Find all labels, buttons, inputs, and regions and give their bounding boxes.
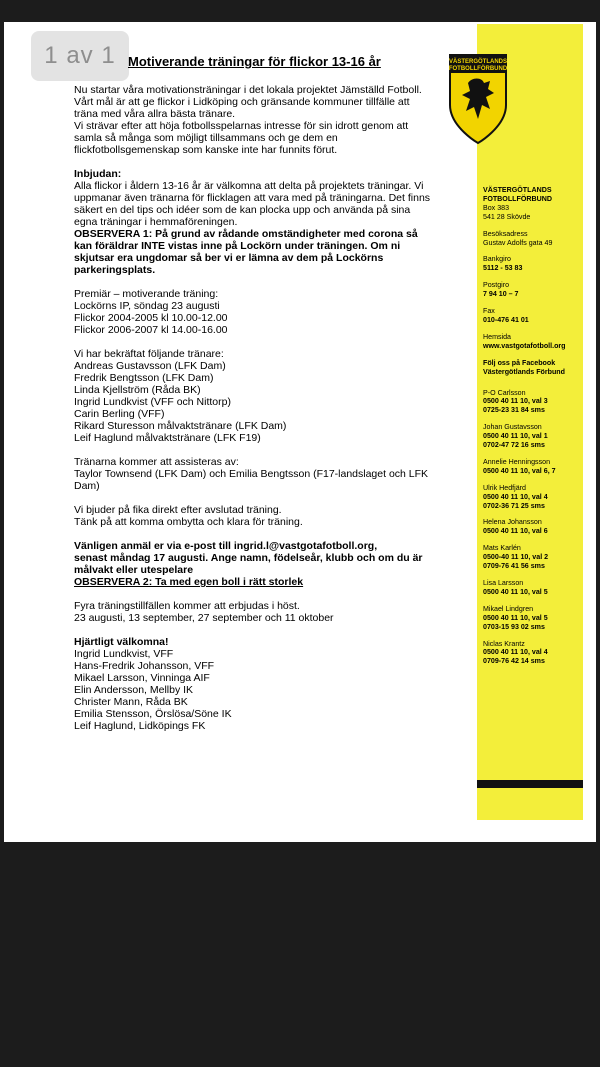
contact-name: Mikael Lindgren xyxy=(483,604,534,613)
logo-text-line2: FOTBOLLFÖRBUND xyxy=(448,66,508,72)
contact-info: 0500 40 11 10, val 6, 7 xyxy=(483,466,556,475)
sidebar-address: Box 383 541 28 Skövde xyxy=(483,203,531,221)
contact-name: Ulrik Hedfjärd xyxy=(483,483,526,492)
contact-name: Niclas Krantz xyxy=(483,639,525,648)
contact-name: Helena Johansson xyxy=(483,518,542,527)
contact-info: 0500 40 11 10, val 3 0725-23 31 84 sms xyxy=(483,397,548,415)
postgiro-value: 7 94 10 – 7 xyxy=(483,290,519,299)
welcome-heading: Hjärtligt välkomna! xyxy=(74,636,169,648)
postgiro-label: Postgiro xyxy=(483,281,510,290)
contact-info: 0500 40 11 10, val 4 0709-76 42 14 sms xyxy=(483,648,548,666)
contact-info: 0500 40 11 10, val 5 xyxy=(483,587,548,596)
assistants-paragraph: Tränarna kommer att assisteras av: Taylor Townsend (LFK Dam) och Emilia Bengtsson (F17-landslaget och LFK Dam) xyxy=(74,456,429,492)
facebook-text: Följ oss på Facebook Västergötlands Förbund xyxy=(483,358,565,376)
page-indicator: 1 av 1 xyxy=(31,31,129,81)
contact-name: Annelie Henningsson xyxy=(483,457,551,466)
web-value: www.vastgotafotboll.org xyxy=(483,341,566,350)
sessions-paragraph: Fyra träningstillfällen kommer att erbjudas i höst. 23 augusti, 13 september, 27 september och 11 oktober xyxy=(74,600,334,624)
sidebar-black-bar xyxy=(477,780,583,788)
bankgiro-label: Bankgiro xyxy=(483,255,511,264)
intro-paragraph: Nu startar våra motivationsträningar i det lokala projektet Jämställd Fotboll. Vårt mål är att ge flickor i Lidköping och gränsande kommuner tillfälle att träna med våra allra bästa tränare. Vi strävar efter att höja fotbollsspelarnas intresse för sin idrott genom att samla så många som möjligt tillsammans och ge dem en flickfotbollsgemenskap som kanske inte har funnits förut. xyxy=(74,84,422,156)
invite-heading: Inbjudan: xyxy=(74,168,122,180)
fax-value: 010-476 41 01 xyxy=(483,315,529,324)
document-body xyxy=(74,84,459,732)
contact-name: Mats Karlén xyxy=(483,544,521,553)
logo-text-line1: VÄSTERGÖTLANDS xyxy=(448,59,508,65)
note-2: OBSERVERA 2: Ta med egen boll i rätt storlek xyxy=(74,576,304,588)
fax-label: Fax xyxy=(483,307,495,316)
contact-info: 0500 40 11 10, val 6 xyxy=(483,527,548,536)
sidebar-contact-info xyxy=(483,186,581,666)
contact-name: P-O Carlsson xyxy=(483,388,526,397)
note-1: OBSERVERA 1: På grund av rådande omständigheter med corona så kan föräldrar INTE vistas inne på Lockörn under träningen. Om ni skjutsar era ungdomar så ber vi er lämna av dem på Lockörns parkeringsplats. xyxy=(74,228,418,276)
sidebar-org-name: VÄSTERGÖTLANDS FOTBOLLFÖRBUND xyxy=(483,186,552,203)
viewer-top-bar xyxy=(0,0,600,22)
contact-name: Lisa Larsson xyxy=(483,579,524,587)
coaches-list: Andreas Gustavsson (LFK Dam) Fredrik Bengtsson (LFK Dam) Linda Kjellström (Råda BK) Ingrid Lundkvist (VFF och Nittorp) Carin Berling (VFF) Rikard Sturesson målvaktstränare (LFK Dam) Leif Haglund målvaktstränare (LFK F19) xyxy=(74,360,287,444)
contact-info: 0500-40 11 10, val 2 0709-76 41 56 sms xyxy=(483,553,549,571)
contact-name: Johan Gustavsson xyxy=(483,423,542,432)
contact-info: 0500 40 11 10, val 1 0702-47 72 16 sms xyxy=(483,432,548,450)
bankgiro-value: 5112 - 53 83 xyxy=(483,264,523,273)
coaches-heading: Vi har bekräftat följande tränare: xyxy=(74,348,224,360)
signup-paragraph: Vänligen anmäl er via e-post till ingrid.l@vastgotafotboll.org, senast måndag 17 augusti. Ange namn, födelseår, klubb och om du är målvakt eller utespelare xyxy=(74,540,423,576)
web-label: Hemsida xyxy=(483,332,511,341)
visit-label: Besöksadress xyxy=(483,229,528,238)
fika-paragraph: Vi bjuder på fika direkt efter avslutad träning. Tänk på att komma ombytta och klara för träning. xyxy=(74,504,303,528)
visit-value: Gustav Adolfs gata 49 xyxy=(483,238,553,247)
invite-paragraph: Alla flickor i åldern 13-16 år är välkomna att delta på projektets träningar. Vi uppmanar även tränarna för flicklagen att vara med på träningarna. Det finns säkert en del tips och idéer som de kan plocka upp och använda på sina egna träningar i hemmaföreningen. xyxy=(74,180,431,228)
contact-info: 0500 40 11 10, val 5 0703-15 93 02 sms xyxy=(483,613,548,631)
signatories-list: Ingrid Lundkvist, VFF Hans-Fredrik Johansson, VFF Mikael Larsson, Vinninga AIF Elin Andersson, Mellby IK Christer Mann, Råda BK Emilia Stensson, Örslösa/Söne IK Leif Haglund, Lidköpings FK xyxy=(74,648,232,732)
contact-info: 0500 40 11 10, val 4 0702-36 71 25 sms xyxy=(483,492,548,510)
document-title: Motiverande träningar för flickor 13-16 år xyxy=(128,54,381,69)
premiere-details: Premiär – motiverande träning: Lockörns IP, söndag 23 augusti Flickor 2004-2005 kl 10.00-12.00 Flickor 2006-2007 kl 14.00-16.00 xyxy=(74,288,228,336)
